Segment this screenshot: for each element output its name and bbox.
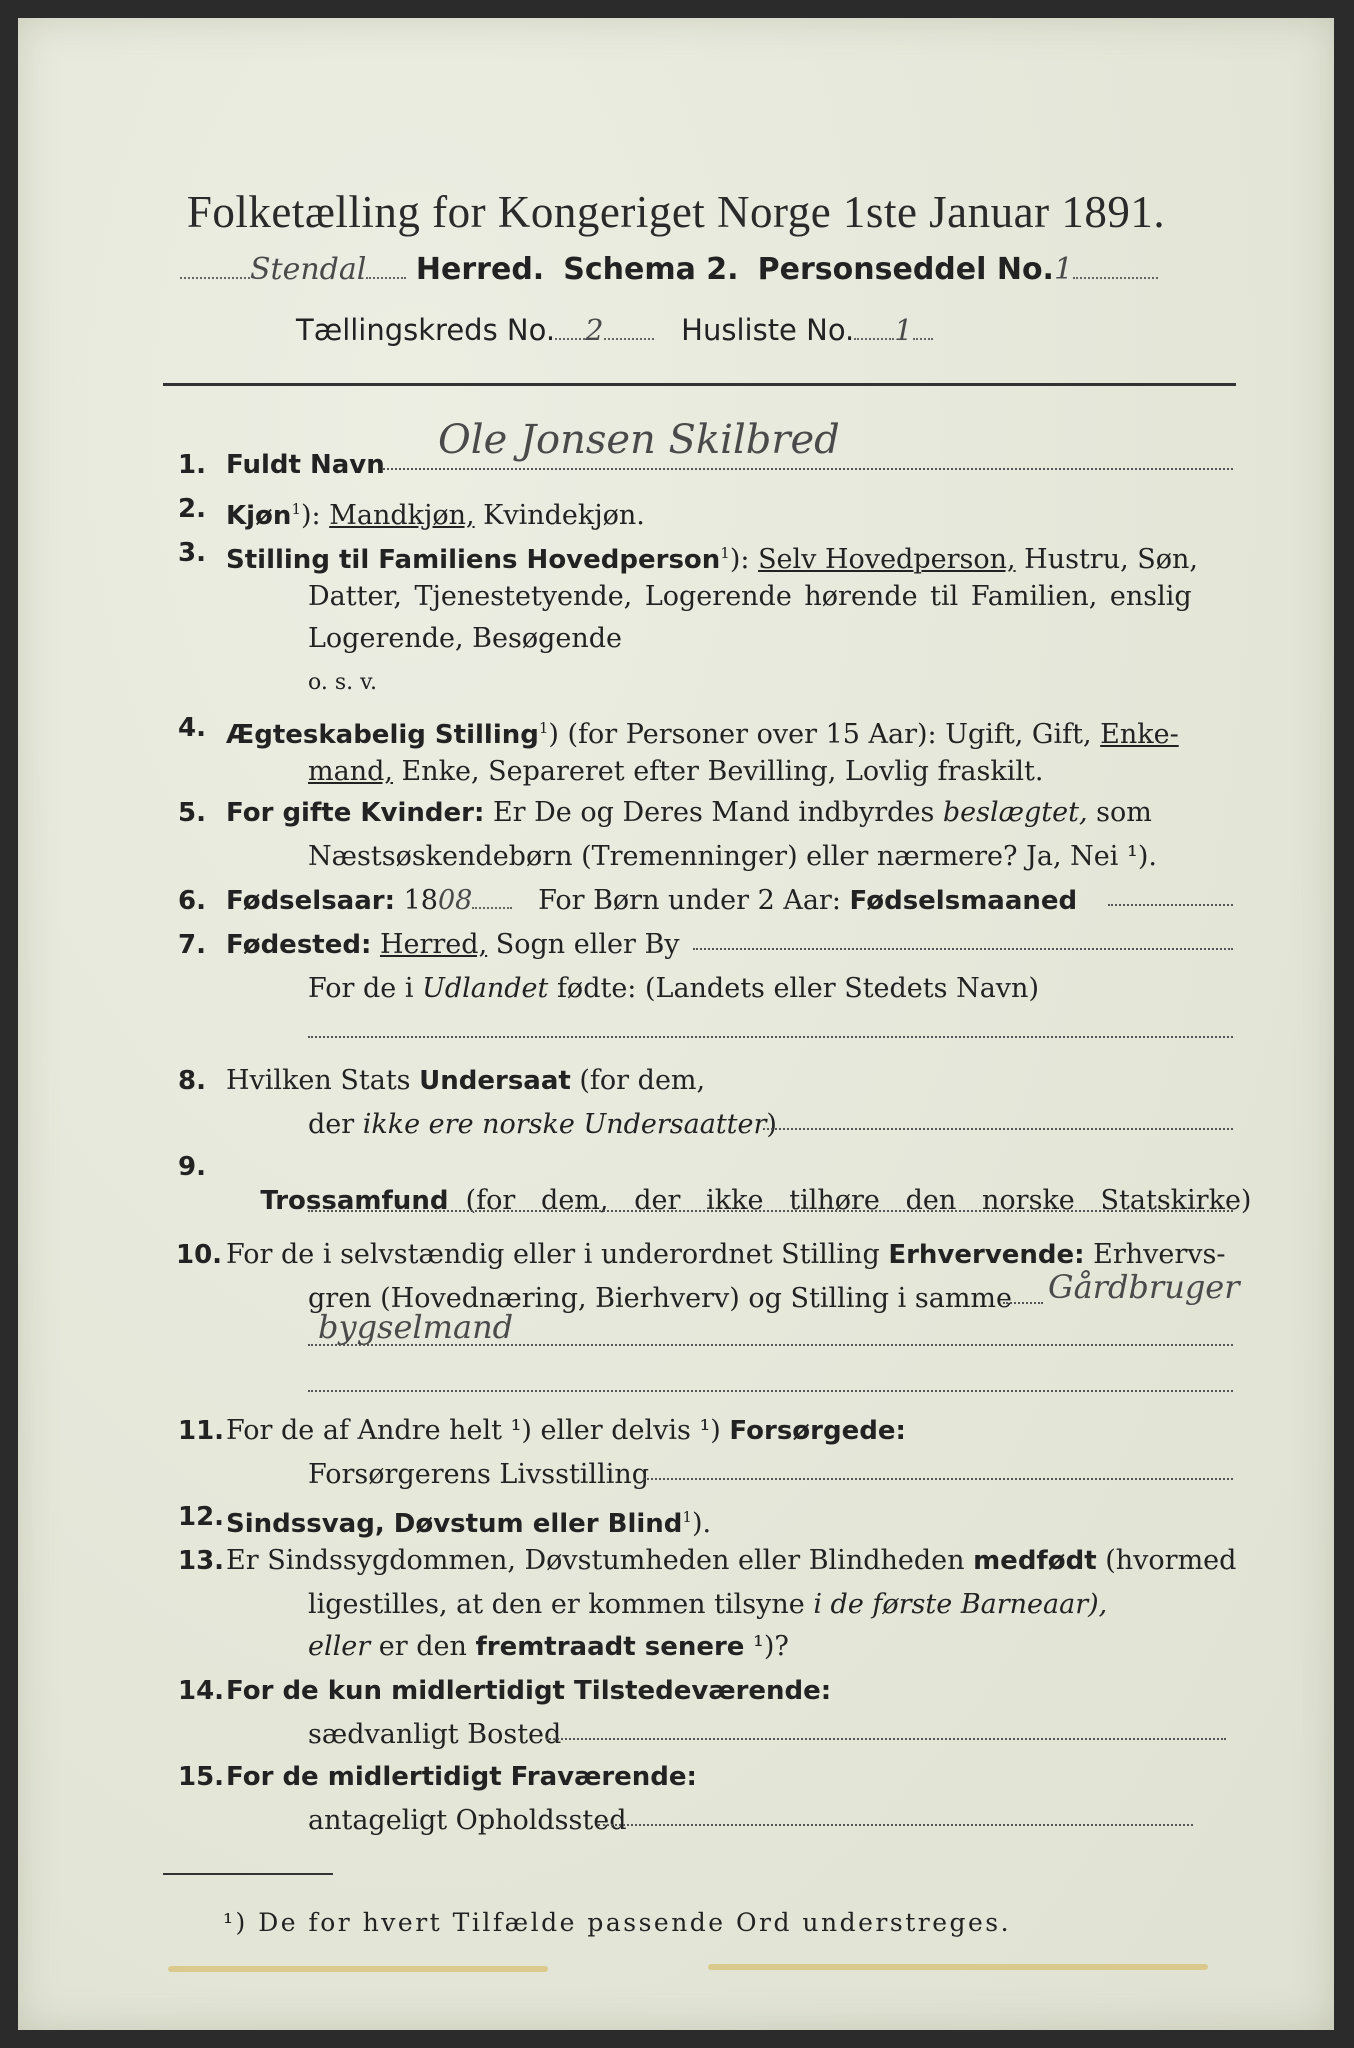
q10-value-2: bygselmand (318, 1308, 514, 1346)
husliste-value: 1 (894, 313, 913, 347)
q9-rest: (for dem, der ikke tilhøre den norske Statskirke) (448, 1185, 1252, 1216)
q10-value-1: Gårdbruger (1048, 1268, 1240, 1306)
q10-line2: gren (Hovednæring, Bierhverv) og Stilling i samme (308, 1283, 1013, 1314)
q7-fill-line (693, 948, 1233, 950)
q4-selected-option-b: mand, (308, 756, 393, 787)
q3-line4: o. s. v. (308, 670, 377, 695)
q1-number: 1. (178, 450, 206, 480)
header-kreds-row (296, 313, 933, 347)
q8-line1b: (for dem, (570, 1065, 706, 1096)
q3-sup: 1 (720, 544, 730, 562)
q8-row (226, 1064, 705, 1098)
q6-year-value: 08 (437, 885, 473, 916)
q3-line3: Logerende, Besøgende (308, 623, 622, 654)
q14-number: 14. (178, 1676, 225, 1706)
q13-line1b: (hvormed (1096, 1545, 1237, 1576)
q4-line2-row (308, 755, 1043, 789)
q11-fill-line (643, 1478, 1233, 1480)
q13-line2a: ligestilles, at den er kommen tilsyne (308, 1589, 814, 1620)
q4-number: 4. (178, 713, 206, 743)
form-title: Folketælling for Kongeriget Norge 1ste Januar 1891. (186, 187, 1166, 237)
q11-line1: For de af Andre helt ¹) eller delvis ¹) (226, 1415, 730, 1446)
q5-line1: Er De og Deres Mand indbyrdes (484, 797, 943, 828)
q14-row (226, 1674, 831, 1708)
q12-end: ). (691, 1508, 712, 1539)
q6-number: 6. (178, 886, 206, 916)
husliste-label: Husliste No. (681, 313, 855, 347)
q9-number: 9. (178, 1152, 206, 1182)
taellingskreds-label: Tællingskreds No. (296, 313, 556, 347)
q13-line3a: er den (370, 1631, 476, 1662)
q13-line3-bold: fremtraadt senere (475, 1632, 745, 1662)
q7-row (226, 928, 680, 962)
q11-line2: Forsørgerens Livsstilling (308, 1459, 650, 1490)
q10-fill-line-3 (308, 1390, 1233, 1392)
q11-number: 11. (178, 1416, 225, 1446)
personseddel-label: Personseddel No. (757, 252, 1054, 287)
q11-label: Forsørgede: (729, 1416, 906, 1446)
q13-label: medfødt (973, 1546, 1097, 1576)
q8-line1: Hvilken Stats (226, 1065, 420, 1096)
q3-label: Stilling til Familiens Hovedperson (226, 545, 721, 575)
q2-other-option: Kvindekjøn. (474, 500, 645, 531)
q8-line2b: ) (766, 1109, 777, 1140)
q14-label: For de kun midlertidigt Tilstedeværende: (226, 1676, 832, 1706)
q3-number: 3. (178, 538, 206, 568)
q3-line2: Datter, Tjenestetyende, Logerende hørende til Familien, enslig (308, 581, 1192, 612)
q1-fill-line (383, 468, 1233, 470)
q12-sup: 1 (682, 1508, 692, 1526)
q13-line2-italic: i de første Barneaar), (813, 1589, 1108, 1620)
q10-number: 10. (176, 1240, 223, 1270)
q10-row (226, 1238, 1226, 1272)
q6-rest-bold: Fødselsmaaned (849, 886, 1078, 916)
q12-label: Sindssvag, Døvstum eller Blind (226, 1509, 683, 1539)
q4-row (226, 711, 1179, 752)
q8-line2-italic: ikke ere norske Undersaatter (362, 1109, 767, 1140)
q8-fill-line (763, 1128, 1233, 1130)
q2-label: Kjøn (226, 501, 292, 531)
q6-rest: For Børn under 2 Aar: (538, 885, 850, 916)
q7-number: 7. (178, 930, 206, 960)
herred-value: Stendal (250, 252, 367, 287)
q6-label: Fødselsaar: (226, 886, 395, 916)
q5-label: For gifte Kvinder: (226, 798, 485, 828)
q15-label: For de midlertidigt Fraværende: (226, 1762, 697, 1792)
header-rule (163, 383, 1236, 386)
q7-selected-option: Herred, (379, 929, 488, 960)
q4-line1: ) (for Personer over 15 Aar): Ugift, Gift, (548, 719, 1101, 750)
q8-label: Undersaat (419, 1066, 571, 1096)
q10-line1b: Erhvervs- (1084, 1239, 1226, 1270)
personseddel-value: 1 (1053, 252, 1074, 287)
q2-row: Kjøn$^1$): Mandkjøn, Kvindekjøn. (226, 500, 645, 531)
q13-row (226, 1544, 1236, 1578)
q8-line2a: der (308, 1109, 363, 1140)
q7-line2a: For de i (308, 973, 423, 1004)
taellingskreds-value: 2 (585, 313, 604, 347)
q7-line2-italic: Udlandet (422, 973, 549, 1004)
q2-sup: 1 (291, 500, 301, 518)
q10-fill-line-1a (1003, 1302, 1043, 1304)
q7-label: Fødested: (226, 930, 372, 960)
q9-row (226, 1150, 1251, 1252)
q3-row: Stilling til Familiens Hovedperson$^1$): Selv Hovedperson, Hustru, Søn, (226, 544, 1198, 575)
footnote: ¹) De for hvert Tilfælde passende Ord understreges. (223, 1908, 1012, 1937)
schema-label: Schema 2. (563, 252, 739, 287)
q13-line2-row (308, 1588, 1107, 1622)
census-form-sheet (18, 18, 1334, 2030)
q5-row (226, 796, 1152, 830)
q5-number: 5. (178, 798, 206, 828)
paper-stain-left (168, 1966, 548, 1972)
q15-number: 15. (178, 1762, 225, 1792)
q13-line1: Er Sindssygdommen, Døvstumheden eller Blindheden (226, 1545, 974, 1576)
q15-fill-line (598, 1824, 1193, 1826)
q2-selected-option: Mandkjøn, (329, 500, 475, 531)
q6-row (226, 884, 1077, 918)
q13-line3b: ¹)? (744, 1631, 789, 1662)
q8-line2-row (308, 1108, 777, 1142)
herred-label: Herred. (415, 252, 545, 287)
q3-selected-option: Selv Hovedperson, (758, 544, 1016, 575)
q12-number: 12. (178, 1502, 225, 1532)
q5-line2: Næstsøskendebørn (Tremenninger) eller nærmere? Ja, Nei ¹). (308, 841, 1157, 872)
q13-line3-row (308, 1630, 789, 1664)
q5-line1-italic: beslægtet, (942, 797, 1088, 828)
q9-label: Trossamfund (260, 1186, 449, 1216)
q15-line2: antageligt Opholdssted (308, 1805, 627, 1836)
q2-number: 2. (178, 494, 206, 524)
q11-row (226, 1414, 906, 1448)
q8-number: 8. (178, 1066, 206, 1096)
q4-label: Ægteskabelig Stilling (226, 720, 539, 750)
q12-row (226, 1500, 711, 1541)
q10-label: Erhvervende: (888, 1240, 1085, 1270)
q15-row (226, 1760, 697, 1794)
q10-line1: For de i selvstændig eller i underordnet Stilling (226, 1239, 889, 1270)
q7-line2-row (308, 972, 1039, 1006)
header-herred-row (180, 253, 1158, 287)
q7-fill-line-2 (308, 1036, 1233, 1038)
q7-line2b: fødte: (Landets eller Stedets Navn) (548, 973, 1039, 1004)
q10-fill-line-2 (308, 1344, 1233, 1346)
q4-selected-option-a: Enke- (1100, 719, 1179, 750)
q14-fill-line (546, 1738, 1226, 1740)
q4-line2-rest: Enke, Separeret efter Bevilling, Lovlig fraskilt. (392, 756, 1044, 787)
paper-stain-right (708, 1964, 1208, 1970)
q3-line1-rest: Hustru, Søn, (1015, 544, 1198, 575)
q6-fill-line (1108, 904, 1233, 906)
q9-fill-line (308, 1210, 1233, 1212)
q14-line2: sædvanligt Bosted (308, 1719, 562, 1750)
q13-line3-italic: eller (308, 1631, 371, 1662)
footnote-rule (163, 1873, 333, 1875)
q1-row (226, 448, 385, 482)
q4-sup: 1 (538, 719, 549, 737)
q1-value: Ole Jonsen Skilbred (438, 417, 840, 463)
q6-year-prefix: 18 (403, 885, 438, 916)
q5-line1-end: som (1087, 797, 1152, 828)
q13-number: 13. (178, 1546, 225, 1576)
q1-label: Fuldt Navn (226, 450, 385, 480)
q7-rest: Sogn eller By (487, 929, 680, 960)
